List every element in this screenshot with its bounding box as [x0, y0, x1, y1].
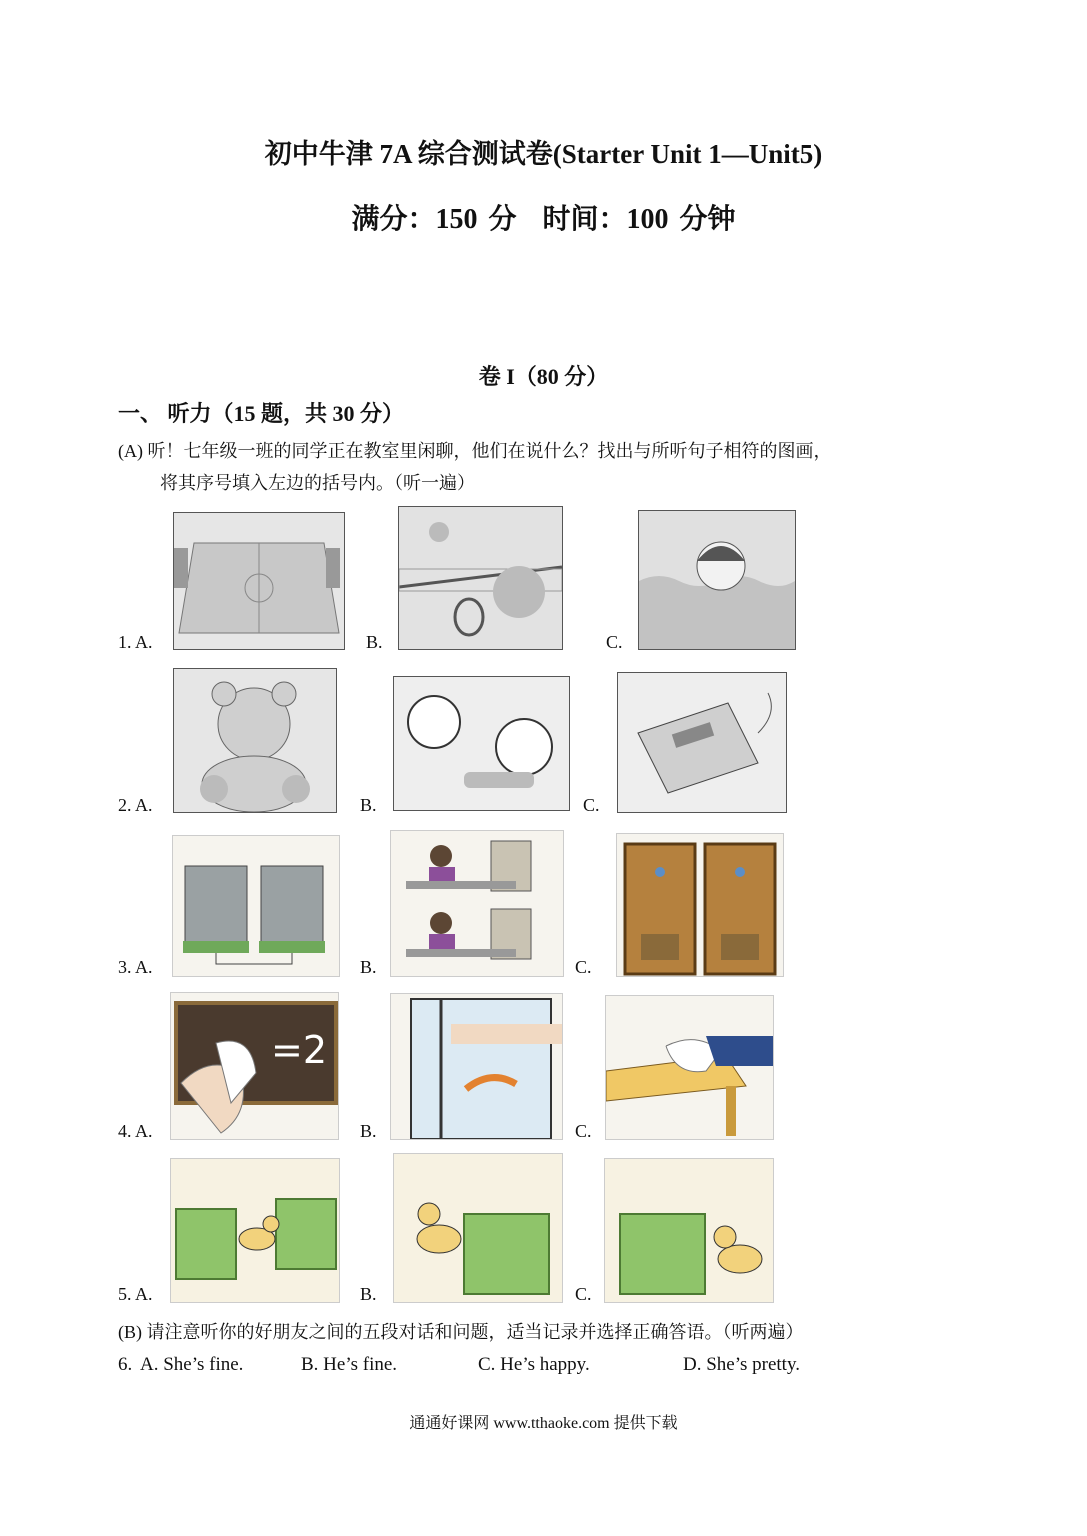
teddy-bear-picture — [173, 668, 337, 813]
q4-b-label: B. — [360, 1121, 377, 1141]
q2-b-label: B. — [360, 795, 377, 815]
toilet-doors-picture — [616, 833, 784, 977]
q6-number: 6. — [118, 1354, 133, 1375]
q3-label: 3. A. — [118, 957, 153, 977]
dog-beside-box-picture — [604, 1158, 774, 1303]
q6-option-c: C. He’s happy. — [478, 1354, 590, 1375]
q5-label: 5. A. — [118, 1284, 153, 1304]
q4-label: 4. A. — [118, 1121, 153, 1141]
wipe-desk-picture — [605, 995, 774, 1140]
q6-option-a: A. She’s fine. — [140, 1354, 244, 1375]
part-b-instruction: (B) 请注意听你的好朋友之间的五段对话和问题，适当记录并选择正确答语。（听两遍） — [118, 1322, 804, 1342]
tennis-players-picture — [398, 506, 563, 650]
swimming-girl-picture — [638, 510, 796, 650]
svg-text:=2: =2 — [271, 1028, 328, 1072]
q4-c-label: C. — [575, 1121, 592, 1141]
q1-c-label: C. — [606, 632, 623, 652]
teachers-office-picture — [390, 830, 564, 977]
q6-option-b: B. He’s fine. — [301, 1354, 398, 1375]
q2-label: 2. A. — [118, 795, 153, 815]
exam-info — [0, 197, 1087, 237]
q3-b-label: B. — [360, 957, 377, 977]
footballs-picture — [393, 676, 570, 811]
q2-c-label: C. — [583, 795, 600, 815]
full-score: 满分：150 分 — [351, 204, 517, 235]
section-heading: 一、 听力（15 题，共 30 分） — [118, 401, 405, 426]
cassette-player-picture — [617, 672, 787, 813]
part-a-instruction-2: 将其序号填入左边的括号内。（听一遍） — [160, 473, 475, 493]
exam-time: 时间：100 分钟 — [542, 204, 736, 235]
football-field-picture — [173, 512, 345, 650]
q3-c-label: C. — [575, 957, 592, 977]
q6-option-d: D. She’s pretty. — [683, 1354, 800, 1375]
q1-b-label: B. — [366, 632, 383, 652]
footer: 通通好课网 www.tthaoke.com 提供下载 — [409, 1415, 678, 1432]
part-a-instruction-1: (A) 听！七年级一班的同学正在教室里闲聊，他们在说什么？找出与所听句子相符的图画， — [118, 441, 832, 461]
clean-blackboard-picture — [170, 992, 339, 1140]
q1-label: 1. A. — [118, 632, 153, 652]
school-buildings-picture — [172, 835, 340, 977]
dog-between-boxes-picture — [170, 1158, 340, 1303]
q5-b-label: B. — [360, 1284, 377, 1304]
dog-behind-box-picture — [393, 1153, 563, 1303]
q5-c-label: C. — [575, 1284, 592, 1304]
volume-label: 卷 I（80 分） — [478, 364, 609, 389]
page-title: 初中牛津 7A 综合测试卷(Starter Unit 1—Unit5) — [264, 139, 823, 169]
open-window-picture — [390, 993, 563, 1140]
